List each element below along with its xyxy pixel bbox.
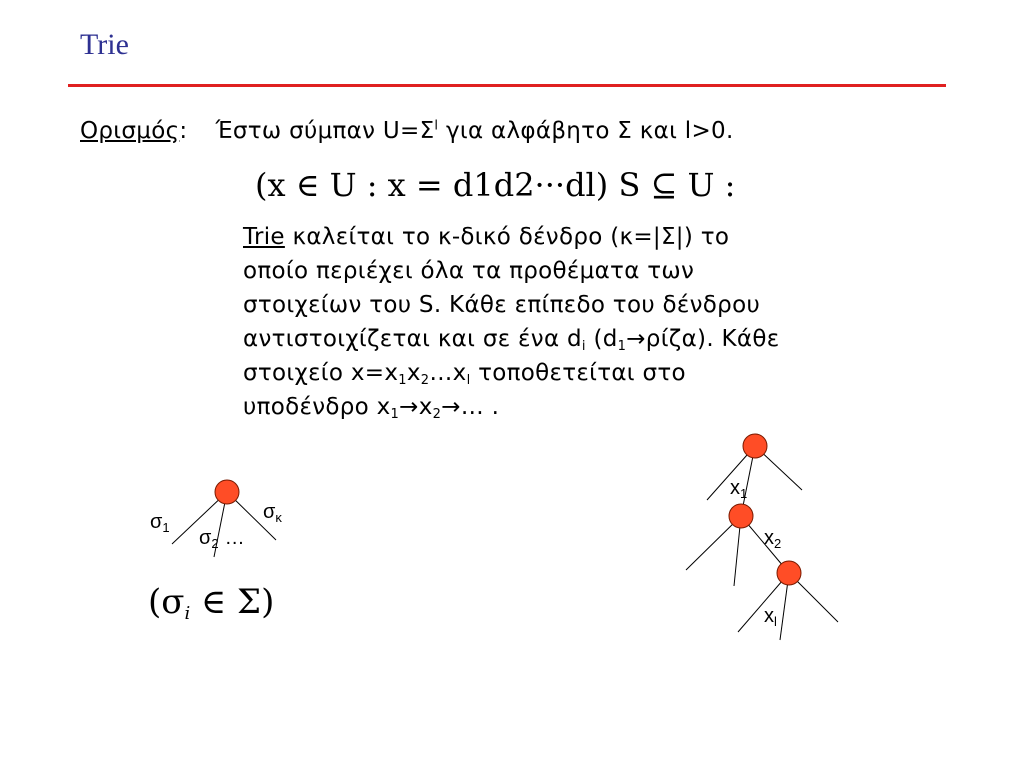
formula-universe: (x ∈ U : x = d1d2···dl) S ⊆ U : (255, 166, 736, 204)
para-line-2: οποίο περιέχει όλα τα προθέματα των (243, 258, 695, 284)
definition-colon: : (179, 118, 188, 144)
para-line-1: Trie καλείται το κ-δικό δένδρο (κ=|Σ|) το (243, 224, 730, 250)
root-node (215, 480, 239, 504)
trie-term: Trie (243, 224, 285, 250)
edge-label-sigma-k: $\sigma_\kappa$ (263, 501, 282, 525)
right-tree (686, 434, 838, 640)
slide-title: Trie (80, 28, 129, 61)
edge-label-sigma-1: $\sigma_1$ (150, 511, 170, 535)
definition-label: Ορισμός (80, 118, 180, 144)
definition-text: Έστω σύμπαν U=Σ (215, 118, 435, 144)
para-line-5: στοιχείο $x=x_1x_2\dots x_l$ τοποθετείται στο (243, 360, 686, 388)
node-level-1 (743, 434, 767, 458)
edge-label-xl: $x_l$ (764, 605, 777, 629)
definition-text-end: για αλφάβητο Σ και l>0. (438, 118, 734, 144)
edge-label-sigma-2: $\sigma_2$ … (199, 527, 245, 551)
para-line-3: στοιχείων του S. Κάθε επίπεδο του δένδρου (243, 292, 761, 318)
node-level-3 (777, 561, 801, 585)
node-level-2 (729, 504, 753, 528)
left-tree (150, 480, 282, 557)
para-line-6: υποδένδρο $x_1\to x_2\to\dots$ . (243, 394, 500, 422)
para-line-4: αντιστοιχίζεται και σε ένα $d_i$ $(d_1\to\rho ί\zeta\alpha)$. Κάθε (243, 326, 780, 354)
definition-sup: l (434, 118, 439, 134)
edge-label-x2: $x_2$ (764, 527, 782, 551)
formula-sigma: ($\sigma_i$ ∈ Σ) (148, 582, 275, 624)
edge-label-x1: $x_1$ (730, 477, 748, 501)
